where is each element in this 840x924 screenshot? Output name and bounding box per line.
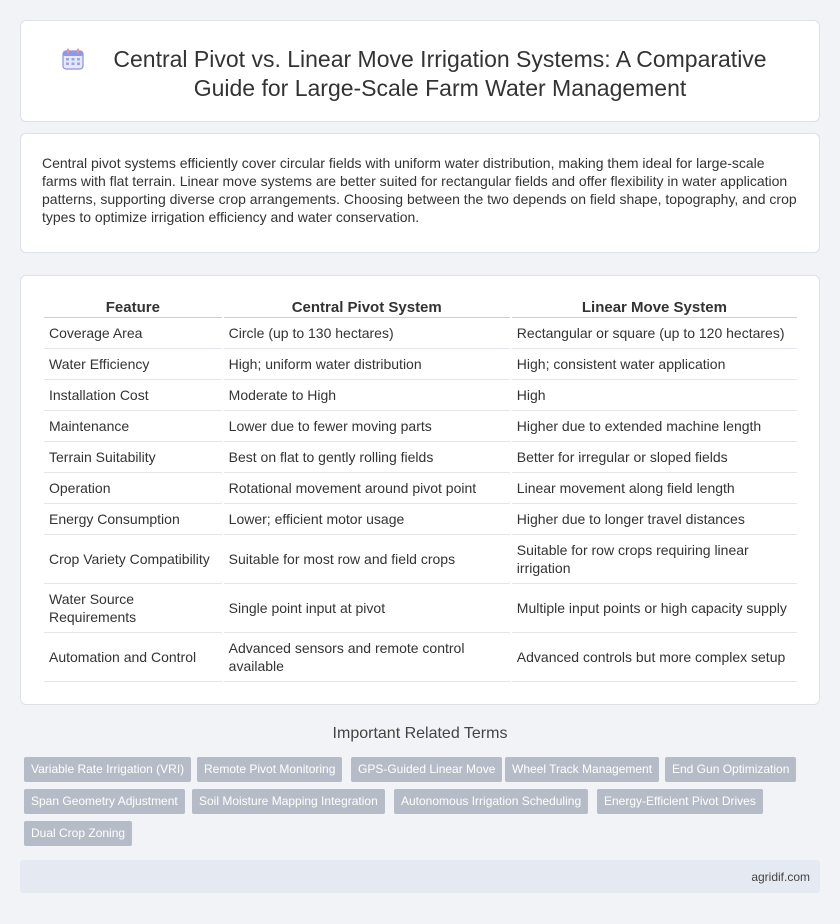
summary-card <box>20 133 820 253</box>
header-central-pivot: Central Pivot System <box>224 296 510 318</box>
linear-move-cell: Better for irregular or sloped fields <box>512 442 797 473</box>
central-pivot-cell: Advanced sensors and remote control available <box>224 633 510 682</box>
related-term-tag[interactable]: GPS-Guided Linear Move <box>351 757 502 782</box>
related-term-tag[interactable]: Wheel Track Management <box>505 757 659 782</box>
summary-text: Central pivot systems efficiently cover circular fields with uniform water distribution, making them ideal for large-scale farms with flat terrain. Linear move systems are better suited for rectangular fields and offer flexibility in water application patterns, supporting diverse crop arrangements. Choosing between the two depends on field shape, topography, and crop types to optimize irrigation efficiency and water conservation. <box>42 155 797 225</box>
central-pivot-cell: Rotational movement around pivot point <box>224 473 510 504</box>
central-pivot-cell: High; uniform water distribution <box>224 349 510 380</box>
central-pivot-cell: Single point input at pivot <box>224 584 510 633</box>
related-terms-title: Important Related Terms <box>332 725 508 742</box>
feature-cell: Water Efficiency <box>44 349 222 380</box>
linear-move-cell: Advanced controls but more complex setup <box>512 633 797 682</box>
feature-cell: Installation Cost <box>44 380 222 411</box>
central-pivot-cell: Lower due to fewer moving parts <box>224 411 510 442</box>
feature-cell: Operation <box>44 473 222 504</box>
feature-cell: Terrain Suitability <box>44 442 222 473</box>
header-linear-move: Linear Move System <box>512 296 797 318</box>
linear-move-cell: Rectangular or square (up to 120 hectares) <box>512 318 797 349</box>
header-feature: Feature <box>44 296 222 318</box>
table-row <box>44 318 797 349</box>
related-term-tag[interactable]: Energy-Efficient Pivot Drives <box>597 789 763 814</box>
central-pivot-cell: Suitable for most row and field crops <box>224 535 510 584</box>
table-row <box>44 584 797 633</box>
linear-move-cell: High; consistent water application <box>512 349 797 380</box>
linear-move-cell: Suitable for row crops requiring linear irrigation <box>512 535 797 584</box>
linear-move-cell: High <box>512 380 797 411</box>
table-row <box>44 411 797 442</box>
central-pivot-cell: Lower; efficient motor usage <box>224 504 510 535</box>
table-row <box>44 473 797 504</box>
table-row <box>44 380 797 411</box>
page-title: Central Pivot vs. Linear Move Irrigation Systems: A Comparative Guide for Large-Scale Farm Water Management <box>113 46 767 101</box>
linear-move-cell: Linear movement along field length <box>512 473 797 504</box>
related-term-tag[interactable]: Dual Crop Zoning <box>24 821 132 846</box>
table-row <box>44 504 797 535</box>
linear-move-cell: Multiple input points or high capacity supply <box>512 584 797 633</box>
footer <box>20 860 820 893</box>
table-row <box>44 349 797 380</box>
title-card <box>20 20 820 122</box>
related-term-tag[interactable]: End Gun Optimization <box>665 757 796 782</box>
table-row <box>44 442 797 473</box>
central-pivot-cell: Circle (up to 130 hectares) <box>224 318 510 349</box>
feature-cell: Coverage Area <box>44 318 222 349</box>
linear-move-cell: Higher due to extended machine length <box>512 411 797 442</box>
related-term-tag[interactable]: Remote Pivot Monitoring <box>197 757 342 782</box>
footer-site-link[interactable]: agridif.com <box>751 870 810 884</box>
table-row <box>44 535 797 584</box>
feature-cell: Automation and Control <box>44 633 222 682</box>
central-pivot-cell: Moderate to High <box>224 380 510 411</box>
table-row <box>44 633 797 682</box>
feature-cell: Energy Consumption <box>44 504 222 535</box>
related-term-tag[interactable]: Span Geometry Adjustment <box>24 789 185 814</box>
feature-cell: Crop Variety Compatibility <box>44 535 222 584</box>
feature-cell: Water Source Requirements <box>44 584 222 633</box>
related-term-tag[interactable]: Variable Rate Irrigation (VRI) <box>24 757 191 782</box>
related-term-tag[interactable]: Autonomous Irrigation Scheduling <box>394 789 588 814</box>
linear-move-cell: Higher due to longer travel distances <box>512 504 797 535</box>
related-term-tag[interactable]: Soil Moisture Mapping Integration <box>192 789 385 814</box>
table-header-row <box>44 296 797 318</box>
comparison-card <box>20 275 820 705</box>
feature-cell: Maintenance <box>44 411 222 442</box>
central-pivot-cell: Best on flat to gently rolling fields <box>224 442 510 473</box>
comparison-table <box>42 296 799 682</box>
